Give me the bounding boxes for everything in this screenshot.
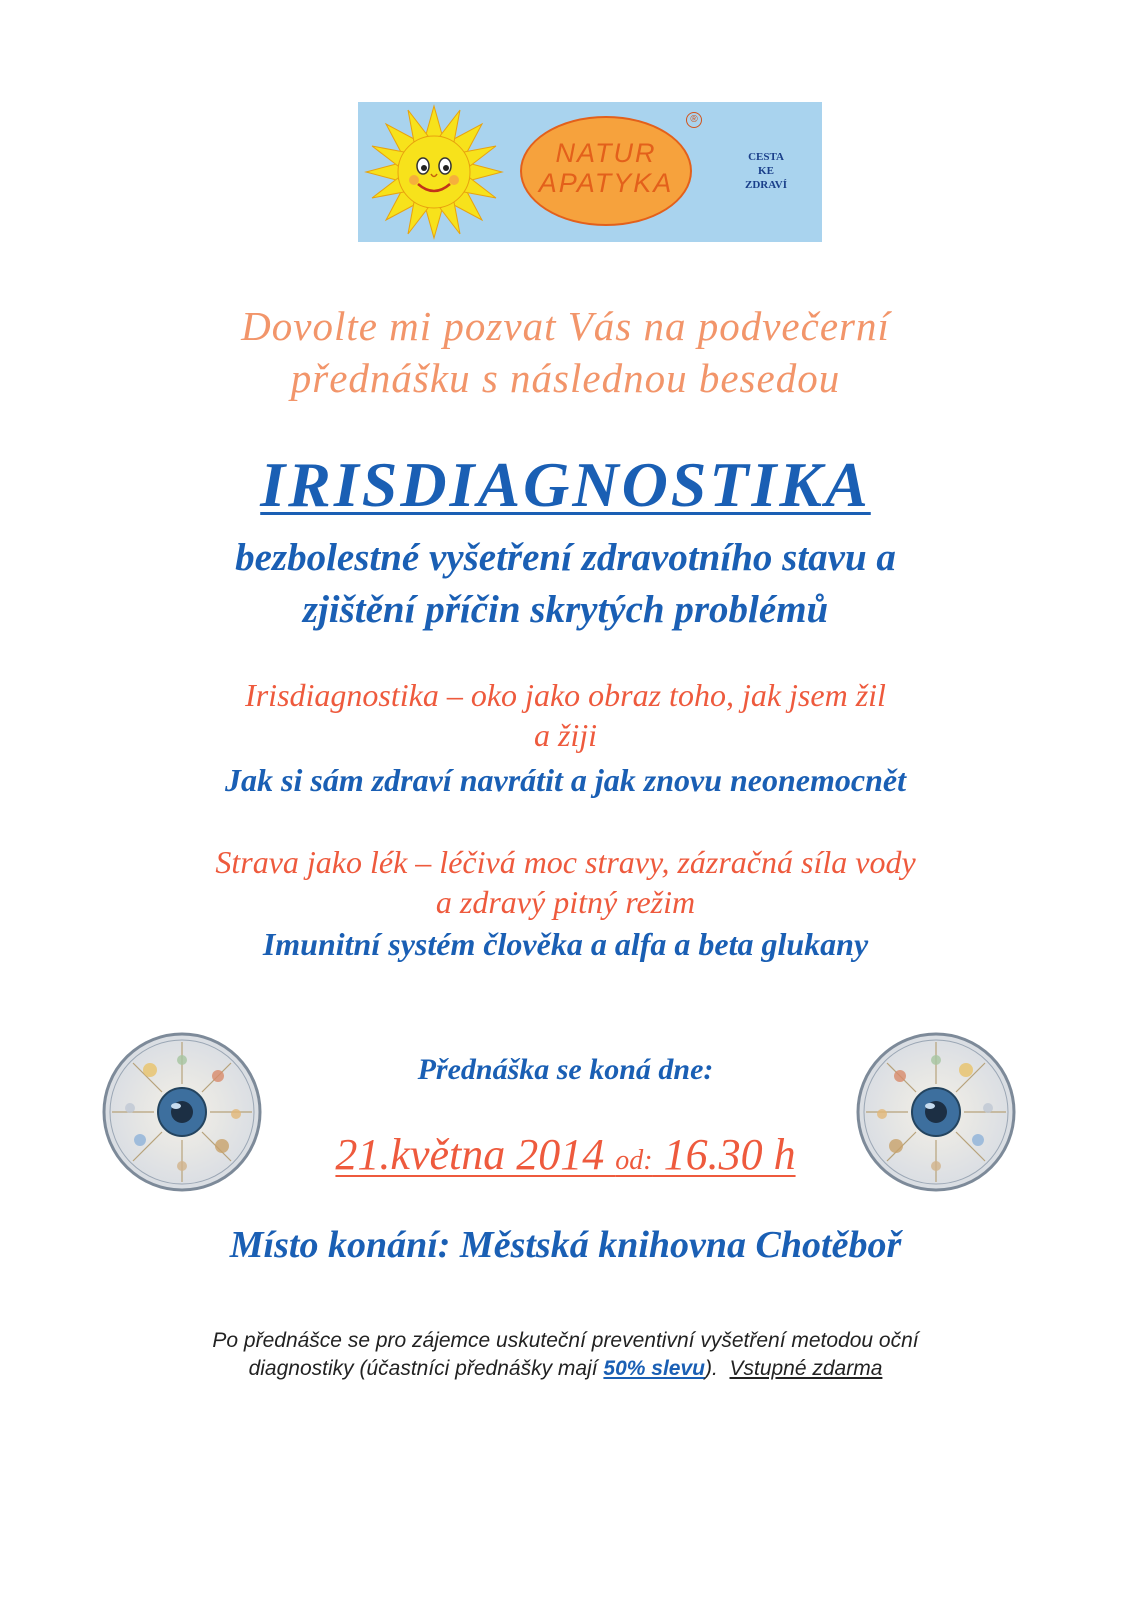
topic-3-line-1: Strava jako lék – léčivá moc stravy, zázračná síla vody — [215, 844, 916, 880]
brand-line-1: NATUR — [555, 138, 657, 168]
event-heading: Přednáška se koná dne: — [417, 1053, 714, 1086]
subtitle-line-2: zjištění příčin skrytých problémů — [302, 588, 829, 631]
brand-oval — [520, 116, 692, 226]
natur-apatyka-logo — [358, 102, 822, 242]
topic-1-line-2: a žiji — [533, 717, 598, 753]
page-title: IRISDIAGNOSTIKA — [260, 449, 871, 520]
event-place: Místo konání: Městská knihovna Chotěboř — [229, 1224, 902, 1266]
subtitle-line-1: bezbolestné vyšetření zdravotního stavu a — [235, 536, 896, 579]
topic-3 — [0, 842, 1131, 922]
event-time: 16.30 h — [652, 1130, 796, 1179]
registered-mark: ® — [686, 112, 702, 128]
topic-4: Imunitní systém člověka a alfa a beta glukany — [262, 926, 869, 962]
topic-1 — [0, 675, 1131, 755]
event-date-text: 21.května 2014 — [335, 1130, 616, 1179]
motto-line-1: CESTA — [748, 151, 784, 163]
discount-text: 50% slevu — [603, 1357, 705, 1380]
smiling-sun-icon — [362, 104, 512, 240]
logo-motto — [726, 150, 806, 192]
note-line-1: Po přednášce se pro zájemce uskuteční preventivní vyšetření metodou oční — [212, 1329, 919, 1352]
free-entry-text: Vstupné zdarma — [729, 1357, 883, 1380]
topic-3-line-2: a zdravý pitný režim — [435, 884, 696, 920]
motto-line-2: KE — [758, 165, 774, 177]
invitation-line-1: Dovolte mi pozvat Vás na podvečerní — [241, 303, 890, 349]
event-from-label: od: — [615, 1145, 653, 1176]
topic-1-line-1: Irisdiagnostika – oko jako obraz toho, jak jsem žil — [245, 677, 886, 713]
topic-2: Jak si sám zdraví navrátit a jak znovu neonemocnět — [225, 762, 906, 798]
event-date — [0, 1128, 1131, 1188]
invitation-line-2: přednášku s následnou besedou — [290, 355, 841, 401]
subtitle — [0, 532, 1131, 636]
brand-line-2: APATYKA — [538, 168, 674, 198]
footer-note — [0, 1327, 1131, 1383]
note-line-2 — [0, 1355, 1131, 1383]
note-line-2-after: ). — [704, 1357, 730, 1380]
invitation-text — [0, 300, 1131, 404]
note-line-2-before: diagnostiky (účastníci přednášky mají — [248, 1357, 604, 1380]
motto-line-3: ZDRAVÍ — [745, 179, 787, 191]
